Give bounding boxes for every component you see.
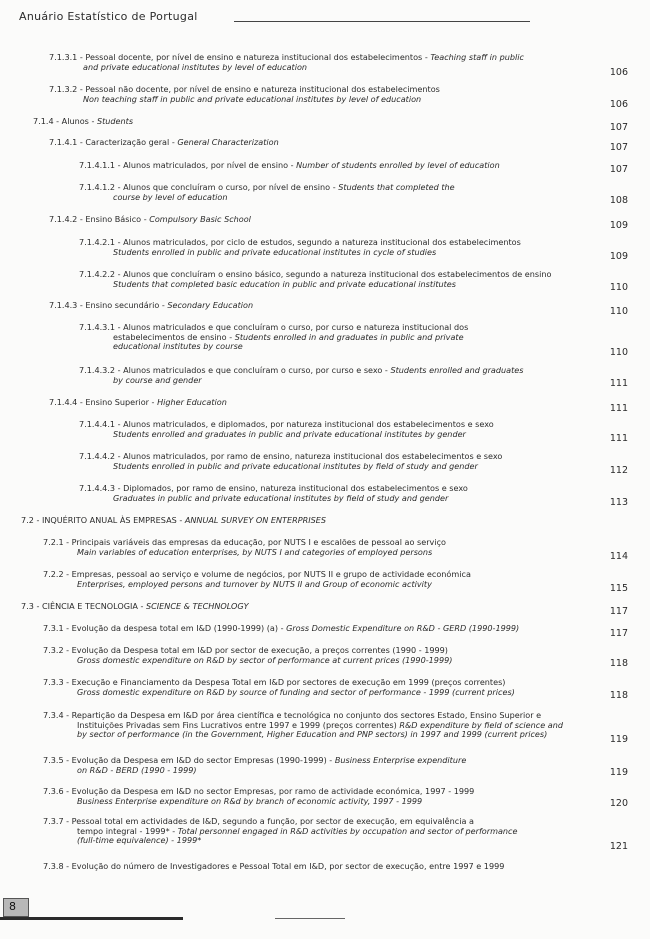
toc-entry-title-en: course by level of education: [113, 191, 228, 202]
toc-entry-title-en: Secondary Education: [167, 300, 254, 310]
toc-page-number: 119: [609, 734, 628, 745]
footer-rule-short: [275, 918, 345, 919]
toc-entry[interactable]: [49, 398, 227, 408]
toc-entry-title-en: Students enrolled and graduates: [390, 365, 524, 375]
toc-entry-title-en: ANNUAL SURVEY ON ENTERPRISES: [184, 515, 326, 525]
toc-entry-title-en: Business Enterprise expenditure: [334, 755, 467, 765]
toc-entry-line: [43, 862, 504, 872]
toc-entry-title-en: Students enrolled in public and private educational institutes by field of study and gender: [113, 460, 478, 471]
toc-entry-title-en: by sector of performance (in the Government, Higher Education and PNP sectors) in 1997 and 1999 (current prices): [77, 729, 548, 740]
toc-entry-line: [43, 624, 519, 634]
toc-entry-line: [21, 602, 249, 612]
toc-entry-title-pt-cont: Instituições Privadas sem Fins Lucrativos entre 1997 e 1999 (preços correntes): [77, 719, 400, 730]
toc-entry-title-pt: 7.1.4.1.2 - Alunos que concluíram o curso, por nível de ensino -: [79, 182, 339, 192]
toc-entry-title-pt-cont: estabelecimentos de ensino -: [113, 331, 235, 342]
toc-entry[interactable]: [49, 138, 279, 148]
toc-page-number: 108: [609, 195, 628, 206]
toc-entry-title-pt: 7.3 - CIÊNCIA E TECNOLOGIA -: [21, 601, 146, 611]
toc-entry-line: [79, 161, 500, 171]
toc-entry-title-en: Students that completed the: [338, 182, 455, 192]
toc-page-number: 113: [609, 497, 628, 508]
toc-entry-title-en: Graduates in public and private educational institutes by field of study and gender: [113, 492, 449, 503]
toc-page-number: 107: [609, 164, 628, 175]
toc-page-number: 109: [609, 220, 628, 231]
toc-entry-title-en: Compulsory Basic School: [149, 214, 251, 224]
toc-page-number: 111: [609, 378, 628, 389]
toc-page-number: 115: [609, 583, 628, 594]
toc-entry-title-en: on R&D - BERD (1990 - 1999): [77, 764, 197, 775]
toc-entry-title-en: Students enrolled in and graduates in public and private: [234, 331, 464, 342]
toc-page-number: 114: [609, 551, 628, 562]
toc-entry[interactable]: [43, 538, 446, 557]
toc-entry[interactable]: [49, 85, 440, 104]
toc-entry[interactable]: [43, 624, 519, 634]
toc-entry-title-pt: 7.1.4.2.2 - Alunos que concluíram o ensino básico, segundo a natureza institucional dos estabelecimentos de ensino: [79, 269, 552, 279]
toc-entry-title-en: Students enrolled in public and private educational institutes in cycle of studies: [113, 246, 437, 257]
toc-entry[interactable]: [43, 787, 474, 806]
toc-entry-title-en: Students that completed basic education in public and private educational institutes: [113, 278, 456, 289]
toc-entry[interactable]: [79, 238, 521, 257]
toc-entry-title-en: Higher Education: [157, 397, 227, 407]
toc-page-number: 110: [609, 347, 628, 358]
toc-entry-title-pt: 7.3.3 - Execução e Financiamento da Despesa Total em I&D por sectores de execução em 1999 (preços correntes): [43, 677, 506, 687]
toc-entry-title-pt: 7.1.3.2 - Pessoal não docente, por nível de ensino e natureza institucional dos estabelecimentos: [49, 84, 440, 94]
toc-entry-title-en: Main variables of education enterprises, by NUTS I and categories of employed persons: [77, 546, 433, 557]
toc-page-number: 107: [609, 122, 628, 133]
toc-entry-title-en: Enterprises, employed persons and turnover by NUTS II and Group of economic activity: [77, 578, 432, 589]
toc-entry-title-pt: 7.1.4.3.1 - Alunos matriculados e que concluíram o curso, por curso e natureza institucional dos: [79, 322, 469, 332]
toc-entry-title-en: Students enrolled and graduates in public and private educational institutes by gender: [113, 428, 466, 439]
toc-entry-title-pt: 7.1.3.1 - Pessoal docente, por nível de ensino e natureza institucional dos estabelecimentos -: [49, 52, 431, 62]
toc-entry[interactable]: [43, 711, 563, 740]
page-number: 8: [9, 900, 16, 913]
toc-entry-title-pt: 7.1.4.4.1 - Alunos matriculados, e diplomados, por natureza institucional dos estabelecimentos e sexo: [79, 419, 494, 429]
toc-entry-line: [21, 516, 326, 526]
toc-entry-title-pt: 7.3.5 - Evolução da Despesa em I&D do sector Empresas (1990-1999) -: [43, 755, 335, 765]
toc-entry-title-en: Business Enterprise expenditure on R&d by branch of economic activity, 1997 - 1999: [77, 795, 423, 806]
toc-page-number: 106: [609, 67, 628, 78]
toc-page-number: 111: [609, 433, 628, 444]
toc-entry[interactable]: [49, 53, 524, 72]
toc-entry-title-pt: 7.1.4.4 - Ensino Superior -: [49, 397, 158, 407]
toc-entry-title-pt: 7.1.4.3.2 - Alunos matriculados e que concluíram o curso, por curso e sexo -: [79, 365, 391, 375]
toc-entry-title-pt: 7.3.2 - Evolução da Despesa total em I&D por sector de execução, a preços correntes (1990 - 1999): [43, 645, 448, 655]
toc-page-number: 111: [609, 403, 628, 414]
toc-entry-title-pt: 7.2.2 - Empresas, pessoal ao serviço e volume de negócios, por NUTS II e grupo de actividade económica: [43, 569, 471, 579]
toc-entry-title-en: Gross domestic expenditure on R&D by source of funding and sector of performance - 1999 (current prices): [77, 686, 515, 697]
toc-entry-title-pt: 7.3.8 - Evolução do número de Investigadores e Pessoal Total em I&D, por sector de execução, entre 1997 e 1999: [43, 861, 505, 871]
toc-entry[interactable]: [43, 817, 517, 846]
toc-entry[interactable]: [33, 117, 133, 127]
toc-entry-title-pt: 7.1.4.4.2 - Alunos matriculados, por ramo de ensino, natureza institucional dos estabelecimentos e sexo: [79, 451, 503, 461]
footer-rule: [0, 917, 183, 920]
toc-entry-line: [49, 138, 279, 148]
toc-entry-title-pt: 7.1.4.4.3 - Diplomados, por ramo de ensino, natureza institucional dos estabelecimentos e sexo: [79, 483, 468, 493]
toc-entry-title-pt: 7.1.4.1.1 - Alunos matriculados, por nível de ensino -: [79, 160, 297, 170]
toc-entry-line: [49, 215, 251, 225]
toc-entry-title-en: Gross Domestic Expenditure on R&D - GERD (1990-1999): [286, 623, 520, 633]
toc-entry-title-en: Total personnel engaged in R&D activities by occupation and sector of performance: [177, 825, 518, 836]
toc-page-number: 118: [609, 658, 628, 669]
toc-entry-title-pt: 7.3.1 - Evolução da despesa total em I&D (1990-1999) (a) -: [43, 623, 287, 633]
toc-entry-title-en: Students: [96, 116, 134, 126]
toc-entry[interactable]: [79, 484, 468, 503]
toc-entry-title-pt: 7.2.1 - Principais variáveis das empresas da educação, por NUTS I e escalões de pessoal ao serviço: [43, 537, 446, 547]
toc-page-number: 119: [609, 767, 628, 778]
toc-page-number: 107: [609, 142, 628, 153]
toc-page-number: 110: [609, 306, 628, 317]
toc-page-number: 112: [609, 465, 628, 476]
toc-entry-title-en: and private educational institutes by level of education: [83, 61, 308, 72]
toc-entry-title-pt: 7.1.4.2 - Ensino Básico -: [49, 214, 150, 224]
toc-page-number: 117: [609, 606, 628, 617]
toc-entry[interactable]: [79, 366, 524, 385]
toc-page-number: 120: [609, 798, 628, 809]
toc-entry[interactable]: [79, 161, 500, 171]
toc-entry[interactable]: [79, 183, 455, 202]
toc-page-number: 109: [609, 251, 628, 262]
toc-entry[interactable]: [43, 862, 504, 872]
toc-entry[interactable]: [21, 602, 249, 612]
toc-entry[interactable]: [43, 570, 471, 589]
toc-page-number: 121: [609, 841, 628, 852]
toc-entry[interactable]: [21, 516, 326, 526]
toc-entry-title-pt: 7.1.4.1 - Caracterização geral -: [49, 137, 178, 147]
page-number-box: [3, 898, 29, 917]
toc-entry-title-en: Non teaching staff in public and private educational institutes by level of education: [83, 93, 422, 104]
toc-entry-title-en: Teaching staff in public: [430, 52, 524, 62]
toc-page-number: 118: [609, 690, 628, 701]
toc-entry-title-en: General Characterization: [177, 137, 279, 147]
toc-entry-title-pt: 7.1.4.3 - Ensino secundário -: [49, 300, 168, 310]
toc-entry[interactable]: [49, 301, 253, 311]
toc-entry-title-pt: 7.2 - INQUÉRITO ANUAL ÀS EMPRESAS -: [21, 515, 185, 525]
toc-entry-title-en: R&D expenditure by field of science and: [399, 719, 563, 730]
toc-entry-title-en: educational institutes by course: [113, 341, 243, 352]
toc-entry-title-pt: 7.1.4 - Alunos -: [33, 116, 97, 126]
toc-entry-title-pt: 7.1.4.2.1 - Alunos matriculados, por ciclo de estudos, segundo a natureza institucional dos estabelecimentos: [79, 237, 521, 247]
toc-entry[interactable]: [79, 270, 551, 289]
toc-page-number: 110: [609, 282, 628, 293]
toc-entry-title-pt: 7.3.6 - Evolução da Despesa em I&D no sector Empresas, por ramo de actividade económica, 1997 - 1999: [43, 786, 475, 796]
toc-entry-title-pt: 7.3.7 - Pessoal total em actividades de I&D, segundo a função, por sector de execução, em equivalência a: [43, 816, 474, 826]
toc-entry-title-pt: 7.3.4 - Repartição da Despesa em I&D por área científica e tecnológica no conjunto dos sectores Estado, Ensino Superior e: [43, 710, 542, 720]
toc-entry[interactable]: [79, 452, 502, 471]
toc-entry[interactable]: [49, 215, 251, 225]
toc-entry-title-en: Gross domestic expenditure on R&D by sector of performance at current prices (1990-1999): [77, 654, 453, 665]
toc-entry[interactable]: [43, 756, 466, 775]
toc-entry-title-en: (full-time equivalence) - 1999*: [77, 835, 202, 846]
toc-entry-title-en: Number of students enrolled by level of education: [296, 160, 500, 170]
toc-entry-title-pt-cont: tempo integral - 1999* -: [77, 825, 178, 836]
toc-entry-title-en: SCIENCE & TECHNOLOGY: [145, 601, 249, 611]
toc-entry[interactable]: [79, 323, 468, 352]
toc-entry-line: [49, 398, 227, 408]
toc-entry-line: [49, 301, 253, 311]
toc-entry[interactable]: [43, 678, 515, 697]
toc-entry-title-en: by course and gender: [113, 374, 202, 385]
toc-entry[interactable]: [79, 420, 494, 439]
toc-page-number: 106: [609, 99, 628, 110]
toc-entry-line: [33, 117, 133, 127]
toc-page-number: 117: [609, 628, 628, 639]
toc-entry[interactable]: [43, 646, 452, 665]
publication-title: Anuário Estatístico de Portugal: [19, 10, 198, 23]
